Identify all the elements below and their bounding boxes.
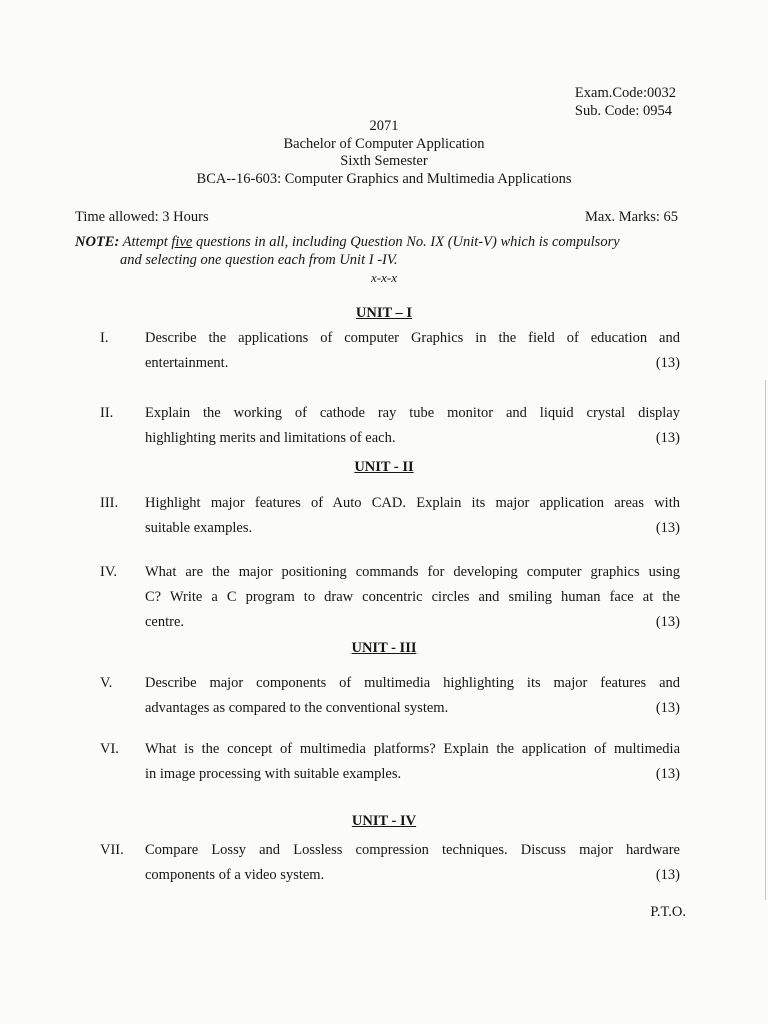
exam-codes — [575, 84, 676, 120]
question-line: What are the major positioning commands for developing computer graphics using — [145, 564, 680, 580]
unit-heading-4: UNIT - IV — [351, 813, 417, 829]
question-marks: (13) — [655, 867, 680, 883]
question-text — [145, 737, 680, 787]
scan-edge-line — [765, 380, 766, 900]
question-number: VII. — [100, 842, 124, 858]
question-number: I. — [100, 330, 109, 346]
question-marks: (13) — [655, 700, 680, 716]
question-marks: (13) — [655, 520, 680, 536]
question-number: II. — [100, 405, 114, 421]
question-line: Compare Lossy and Lossless compression techniques. Discuss major hardware — [145, 842, 680, 858]
note-line-2: and selecting one question each from Unit I -IV. — [120, 251, 398, 268]
question-text — [145, 560, 680, 635]
unit-heading-1: UNIT – I — [355, 305, 413, 321]
question-number: VI. — [100, 741, 119, 757]
note-line-1 — [75, 234, 695, 252]
question-number: IV. — [100, 564, 118, 580]
question-line: C? Write a C program to draw concentric circles and smiling human face at the — [145, 589, 680, 605]
degree-title: Bachelor of Computer Application — [283, 135, 485, 152]
max-marks: Max. Marks: 65 — [584, 209, 678, 225]
note-separator: x-x-x — [371, 270, 397, 285]
question-line: in image processing with suitable examples. — [145, 766, 402, 782]
question-line: Describe major components of multimedia highlighting its major features and — [145, 675, 680, 691]
question-line: suitable examples. — [145, 520, 253, 536]
unit-heading-2: UNIT - II — [354, 459, 414, 475]
note-text-part1: Attempt — [119, 234, 172, 250]
question-line: Describe the applications of computer Graphics in the field of education and — [145, 330, 680, 346]
sub-code: Sub. Code: 0954 — [574, 103, 672, 119]
question-number: V. — [100, 675, 113, 691]
note-label: NOTE: — [75, 234, 120, 250]
question-text — [145, 491, 680, 541]
question-number: III. — [100, 495, 119, 511]
exam-meta-row — [75, 209, 678, 226]
question-text — [145, 401, 680, 451]
unit-heading-3: UNIT - III — [351, 640, 417, 656]
question-line: advantages as compared to the conventional system. — [145, 700, 449, 716]
question-text — [145, 671, 680, 721]
note-underlined-word: five — [171, 234, 193, 250]
question-marks: (13) — [655, 766, 680, 782]
question-line: Highlight major features of Auto CAD. Explain its major application areas with — [145, 495, 680, 511]
paper-title: BCA--16-603: Computer Graphics and Multimedia Applications — [196, 170, 572, 187]
question-line: entertainment. — [145, 355, 229, 371]
question-text — [145, 838, 680, 888]
please-turn-over: P.T.O. — [650, 904, 686, 920]
question-line: components of a video system. — [145, 867, 325, 883]
question-marks: (13) — [655, 355, 680, 371]
paper-header — [0, 118, 768, 188]
exam-note — [75, 234, 695, 269]
question-line: centre. — [145, 614, 185, 630]
question-line: Explain the working of cathode ray tube monitor and liquid crystal display — [145, 405, 680, 421]
note-text-part2: questions in all, including Question No. IX (Unit-V) which is compulsory — [192, 234, 620, 250]
question-line: What is the concept of multimedia platforms? Explain the application of multimedia — [145, 741, 680, 757]
exam-code: Exam.Code:0032 — [574, 85, 676, 101]
semester-title: Sixth Semester — [340, 153, 428, 169]
question-marks: (13) — [655, 614, 680, 630]
question-marks: (13) — [655, 430, 680, 446]
question-text — [145, 326, 680, 376]
exam-year: 2071 — [369, 118, 399, 134]
time-allowed: Time allowed: 3 Hours — [75, 209, 209, 225]
question-line: highlighting merits and limitations of each. — [145, 430, 396, 446]
